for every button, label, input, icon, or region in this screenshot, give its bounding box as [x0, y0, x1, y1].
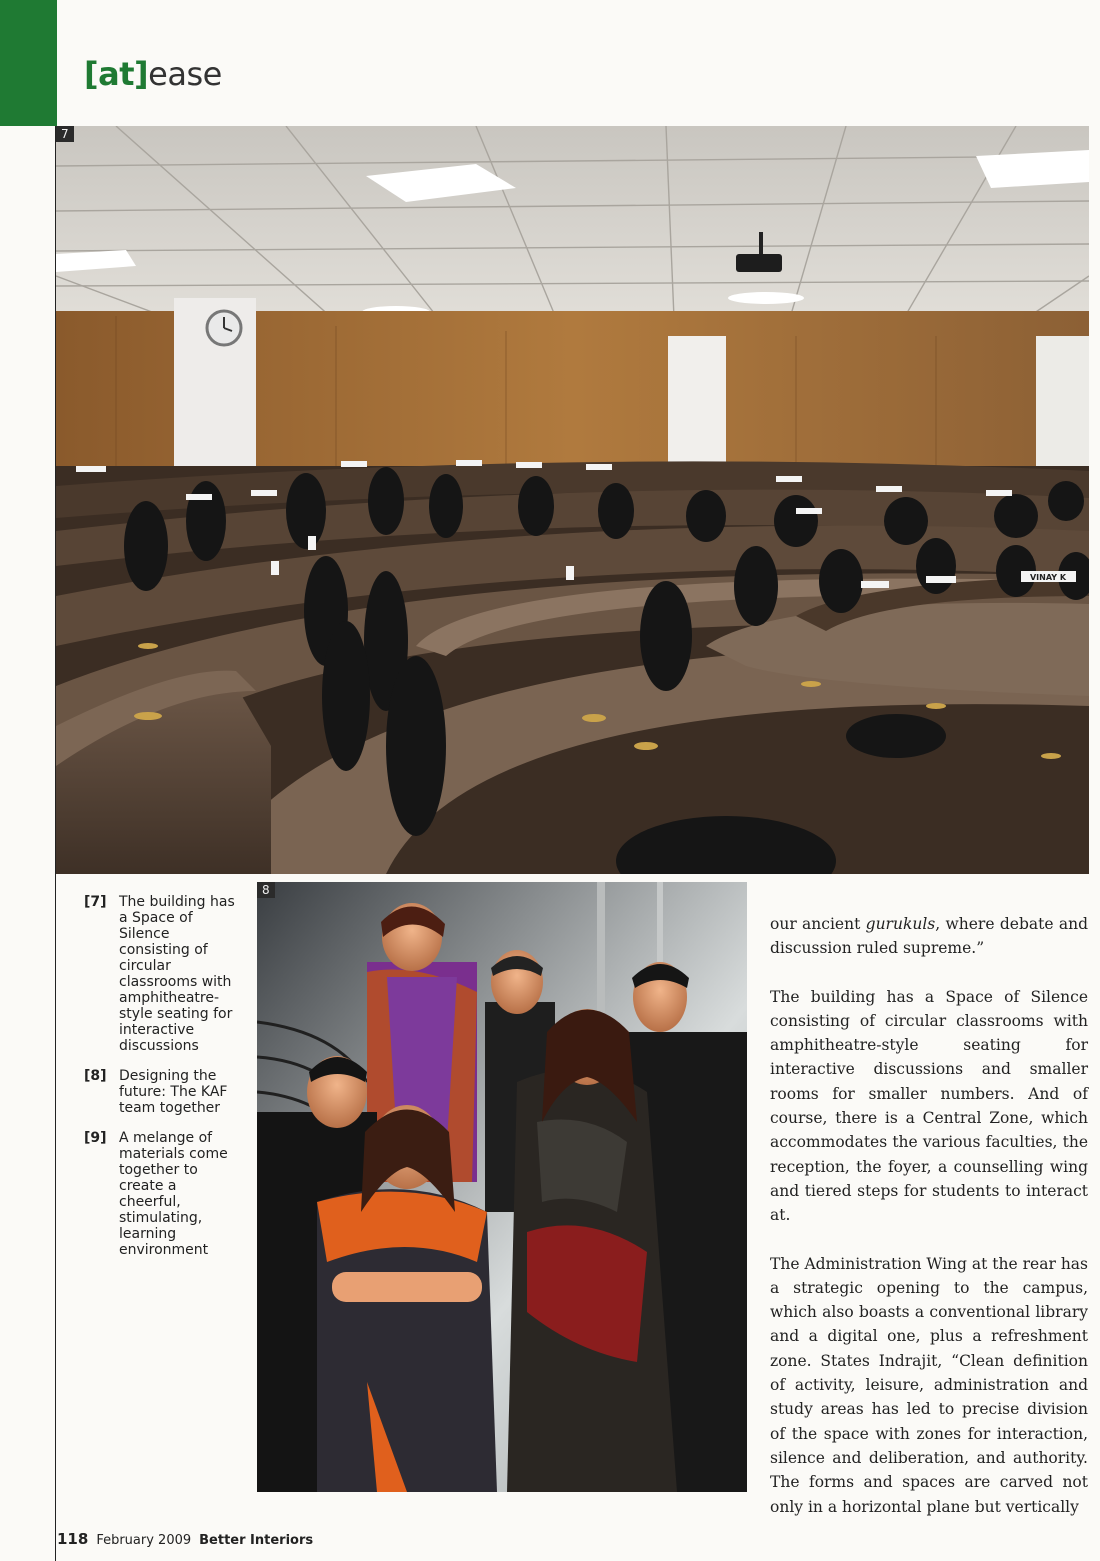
classroom-photo	[56, 126, 1089, 874]
page-number: 118	[57, 1530, 89, 1548]
caption-number: [9]	[84, 1130, 107, 1146]
section-color-tab	[0, 0, 57, 126]
caption-text: The building has a Space of Silence consisting of circular classrooms with amphitheatre-style seating for interactive discussions	[119, 894, 235, 1054]
paragraph-1	[770, 912, 1088, 961]
paragraph-1-start: our ancient	[770, 915, 866, 933]
paragraph-1-italic: gurukuls	[865, 915, 936, 933]
magazine-name: Better Interiors	[199, 1533, 314, 1548]
issue-date: February 2009	[96, 1533, 192, 1548]
caption-text: Designing the future: The KAF team together	[119, 1068, 228, 1116]
section-title-rest: ease	[148, 55, 222, 93]
caption-number: [8]	[84, 1068, 107, 1084]
team-photo	[257, 882, 747, 1492]
caption-number: [7]	[84, 894, 107, 910]
paragraph-3: The Administration Wing at the rear has a strategic opening to the campus, which also boasts a conventional library and a digital one, plus a refreshment zone. States Indrajit, “Clean definition of activity, leisure, administration and study areas has led to precise division of the space with zones for interaction, silence and deliberation, and authority. The forms and spaces are carved not only in a horizontal plane but vertically	[770, 1254, 1088, 1516]
nameplate-text: VINAY K	[1029, 573, 1067, 582]
caption-text: A melange of materials come together to create a cheerful, stimulating, learning environment	[119, 1130, 228, 1258]
section-title	[84, 55, 222, 93]
photo-number-7: 7	[56, 126, 74, 142]
photo-number-8: 8	[257, 882, 275, 898]
page-footer	[57, 1530, 313, 1548]
paragraph-2: The building has a Space of Silence consisting of circular classrooms with amphitheatre-style seating for interactive discussions and smaller rooms for smaller numbers. And of course, there is a Central Zone, which accommodates the various faculties, the reception, the foyer, a counselling wing and tiered steps for students to interact at.	[770, 987, 1088, 1225]
captions	[84, 894, 244, 1272]
paragraph-1-end: , where debate and discussion ruled supreme.”	[770, 915, 1088, 958]
article-body	[770, 912, 1088, 1543]
caption-9	[84, 1130, 244, 1258]
caption-7	[84, 894, 244, 1054]
caption-8	[84, 1068, 244, 1116]
section-title-bracket: [at]	[84, 55, 149, 93]
